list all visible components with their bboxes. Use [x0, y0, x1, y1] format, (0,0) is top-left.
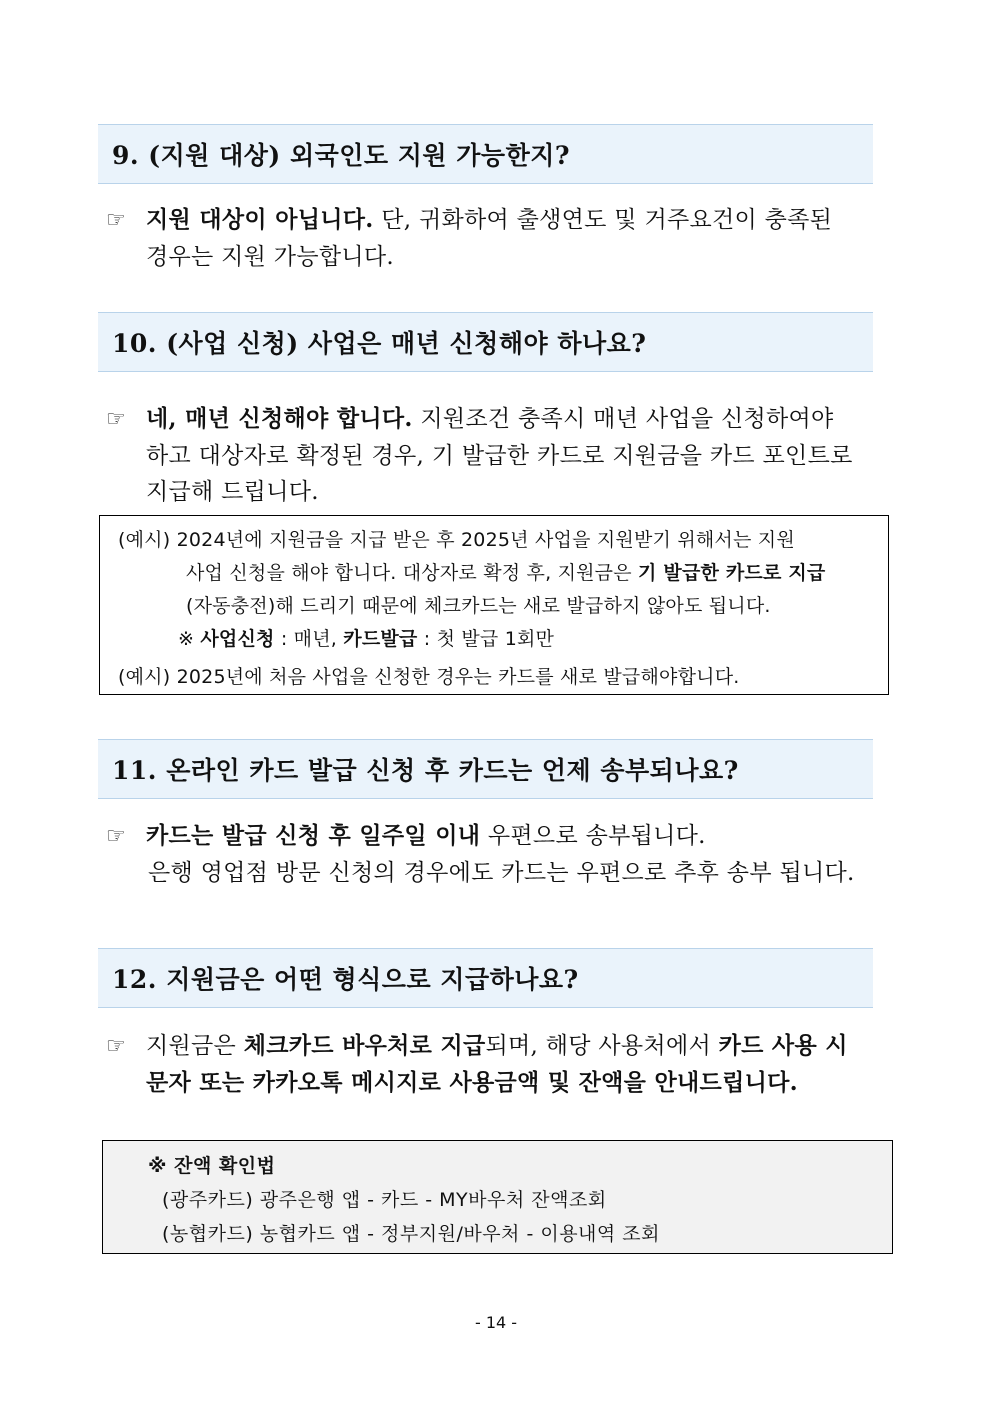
answer-11-bold: 카드는 발급 신청 후 일주일 이내	[146, 822, 481, 849]
example-box	[99, 515, 889, 695]
page-number: - 14 -	[474, 1313, 518, 1332]
note-bold-2: 카드발급	[343, 628, 418, 650]
reference-mark: ※	[178, 628, 201, 650]
question-11-header	[98, 739, 873, 799]
answer-11-line2: 은행 영업점 방문 신청의 경우에도 카드는 우편으로 추후 송부 됩니다.	[148, 860, 855, 886]
note-text-1: : 매년,	[274, 628, 344, 650]
answer-11-text: 우편으로 송부됩니다.	[480, 823, 706, 849]
answer-12-bold-2: 카드 사용 시	[718, 1032, 848, 1059]
answer-11	[106, 818, 898, 891]
note-text-2: : 첫 발급 1회만	[417, 628, 555, 650]
answer-12-bold-1: 체크카드 바우처로 지급	[243, 1032, 486, 1059]
example-line-5: (예시) 2025년에 처음 사업을 신청한 경우는 카드를 새로 발급해야합니다.	[118, 666, 740, 688]
answer-10-bold: 네, 매년 신청해야 합니다.	[146, 405, 413, 432]
answer-10-line3: 지급해 드립니다.	[146, 479, 319, 505]
note-bold-1: 사업신청	[200, 628, 275, 650]
answer-12	[106, 1028, 898, 1101]
question-11-title: 11. 온라인 카드 발급 신청 후 카드는 언제 송부되나요?	[112, 756, 739, 785]
question-9-header	[98, 124, 873, 184]
question-10-title: 10. (사업 신청) 사업은 매년 신청해야 하나요?	[112, 329, 647, 358]
question-12-header	[98, 948, 873, 1008]
pointing-hand-icon: ☞	[106, 208, 127, 233]
balance-line-2: (농협카드) 농협카드 앱 - 정부지원/바우처 - 이용내역 조회	[162, 1223, 661, 1245]
balance-check-box	[102, 1140, 893, 1254]
answer-10-text: 지원조건 충족시 매년 사업을 신청하여야	[412, 406, 834, 432]
example-line-2-text: 사업 신청을 해야 합니다. 대상자로 확정 후, 지원금은	[186, 562, 639, 584]
answer-12-line2: 문자 또는 카카오톡 메시지로 사용금액 및 잔액을 안내드립니다.	[146, 1069, 798, 1096]
answer-10	[106, 401, 898, 510]
answer-12-text-1: 지원금은	[146, 1033, 244, 1059]
example-line-3: (자동충전)해 드리기 때문에 체크카드는 새로 발급하지 않아도 됩니다.	[186, 595, 771, 617]
pointing-hand-icon: ☞	[106, 1034, 127, 1059]
balance-title: ※ 잔액 확인법	[148, 1155, 276, 1177]
answer-10-line2: 하고 대상자로 확정된 경우, 기 발급한 카드로 지원금을 카드 포인트로	[146, 443, 853, 469]
answer-12-text-2: 되며, 해당 사용처에서	[485, 1033, 719, 1059]
question-10-header	[98, 312, 873, 372]
question-9-title: 9. (지원 대상) 외국인도 지원 가능한지?	[112, 141, 571, 170]
example-line-2-bold: 기 발급한 카드로 지급	[638, 562, 826, 584]
answer-9	[106, 202, 898, 275]
question-12-title: 12. 지원금은 어떤 형식으로 지급하나요?	[112, 965, 579, 994]
example-line-2	[118, 557, 876, 590]
balance-line-1: (광주카드) 광주은행 앱 - 카드 - MY바우처 잔액조회	[162, 1189, 607, 1211]
answer-9-text: 단, 귀화하여 출생연도 및 거주요건이 충족된	[373, 207, 833, 233]
pointing-hand-icon: ☞	[106, 407, 127, 432]
pointing-hand-icon: ☞	[106, 824, 127, 849]
answer-9-bold: 지원 대상이 아닙니다.	[146, 206, 374, 233]
example-note	[118, 623, 876, 656]
example-line-1: (예시) 2024년에 지원금을 지급 받은 후 2025년 사업을 지원받기 위해서는 지원	[118, 529, 795, 551]
answer-9-line2: 경우는 지원 가능합니다.	[146, 244, 395, 270]
